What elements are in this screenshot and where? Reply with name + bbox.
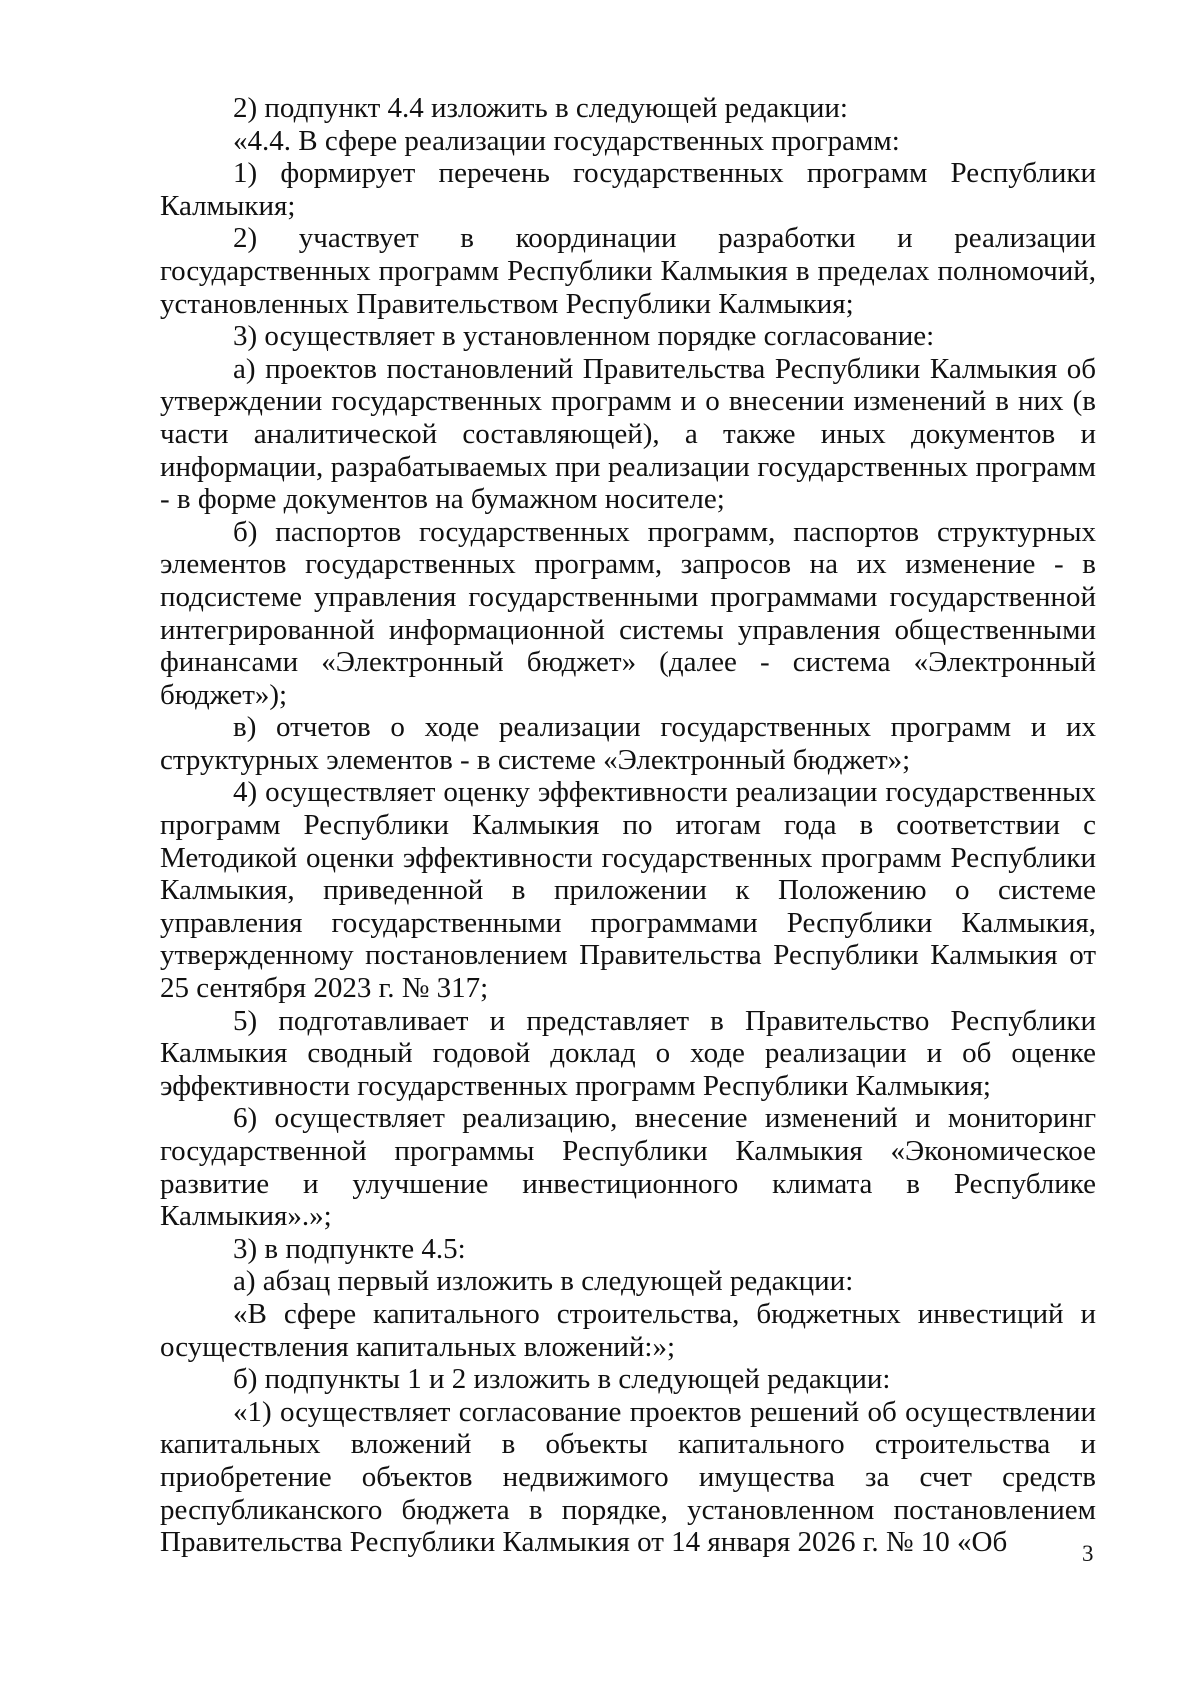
paragraph-9: 4) осуществляет оценку эффективности реализации государственных программ Республики Калмыкия по итогам года в соответствии с Методикой оценки эффективности государственных программ Республики Калмыкия, приведенной в приложении к Положению о системе управления государственными программами Республики Калмыкия, утвержденному постановлением Правительства Республики Калмыкия от 25 сентября 2023 г. № 317;: [160, 776, 1096, 1005]
paragraph-15: б) подпункты 1 и 2 изложить в следующей редакции:: [233, 1363, 891, 1396]
paragraph-8: в) отчетов о ходе реализации государственных программ и их структурных элементов - в системе «Электронный бюджет»;: [160, 711, 1096, 776]
paragraph-3: 1) формирует перечень государственных программ Республики Калмыкия;: [160, 157, 1096, 222]
paragraph-11: 6) осуществляет реализацию, внесение изменений и мониторинг государственной программы Республики Калмыкия «Экономическое развитие и улучшение инвестиционного климата в Республике Калмыкия».»;: [160, 1102, 1096, 1233]
paragraph-12: 3) в подпункте 4.5:: [233, 1232, 466, 1265]
paragraph-10: 5) подготавливает и представляет в Правительство Республики Калмыкия сводный годовой доклад о ходе реализации и об оценке эффективности государственных программ Республики Калмыкия;: [160, 1004, 1096, 1102]
page-number: 3: [1082, 1541, 1094, 1566]
paragraph-6: а) проектов постановлений Правительства Республики Калмыкия об утверждении государственных программ и о внесении изменений в них (в части аналитической составляющей), а также иных документов и информации, разрабатываемых при реализации государственных программ - в форме документов на бумажном носителе;: [160, 352, 1096, 516]
paragraph-4: 2) участвует в координации разработки и реализации государственных программ Республики Калмыкия в пределах полномочий, установленных Правительством Республики Калмыкия;: [160, 222, 1096, 320]
paragraph-7: б) паспортов государственных программ, паспортов структурных элементов государственных программ, запросов на их изменение - в подсистеме управления государственными программами государственной интегрированной информационной системы управления общественными финансами «Электронный бюджет» (далее - система «Электронный бюджет»);: [160, 515, 1096, 711]
paragraph-13: а) абзац первый изложить в следующей редакции:: [233, 1265, 854, 1298]
paragraph-14: «В сфере капитального строительства, бюджетных инвестиций и осуществления капитальных вложений:»;: [160, 1297, 1096, 1363]
document-body: [160, 92, 1096, 1559]
paragraph-16: «1) осуществляет согласование проектов решений об осуществлении капитальных вложений в объекты капитального строительства и приобретение объектов недвижимого имущества за счет средств республиканского бюджета в порядке, установленном постановлением Правительства Республики Калмыкия от 14 января 2026 г. № 10 «Об: [160, 1395, 1096, 1559]
paragraph-5: 3) осуществляет в установленном порядке согласование:: [233, 320, 935, 353]
paragraph-1: 2) подпункт 4.4 изложить в следующей редакции:: [233, 92, 848, 124]
paragraph-2: «4.4. В сфере реализации государственных программ:: [233, 124, 900, 157]
